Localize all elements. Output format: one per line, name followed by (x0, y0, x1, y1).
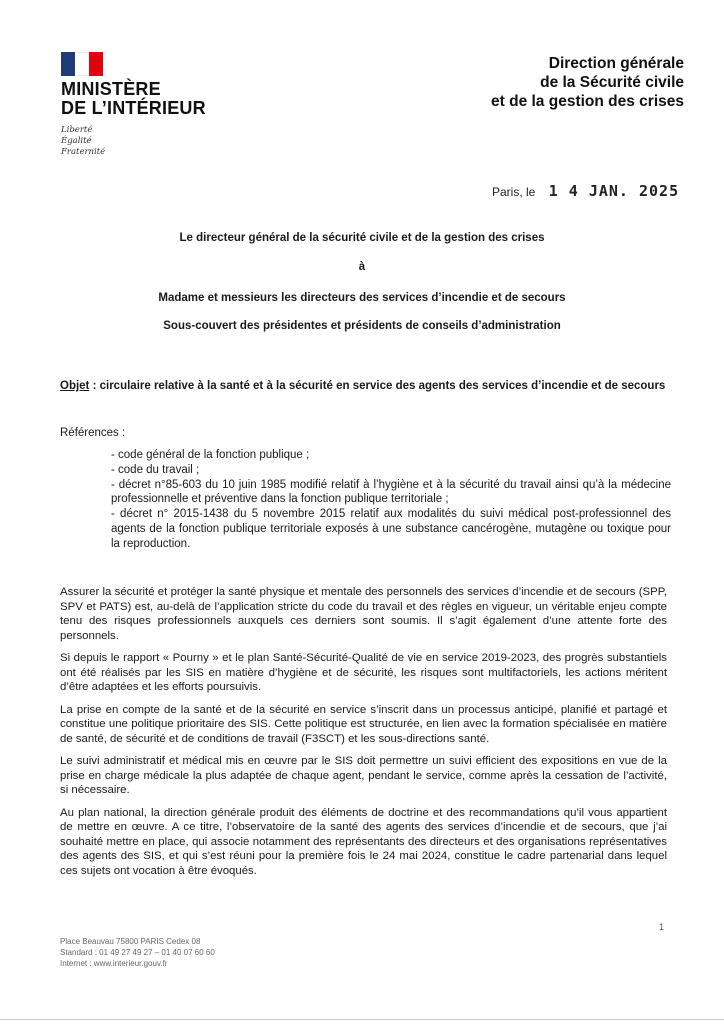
body-paragraph: Le suivi administratif et médical mis en œuvre par le SIS doit permettre un suivi efficient des expositions en vue de la prise en charge médicale la plus adaptée de chaque agent, pendant le service, comme après la cessation de l’activité, si nécessaire. (60, 755, 667, 796)
reference-item: - décret n°85-603 du 10 juin 1985 modifié relatif à l’hygiène et à la sécurité du travail ainsi qu’à la médecine professionnelle et préventive dans la fonction publique territoriale ; (111, 478, 671, 506)
direction-line-3: et de la gestion des crises (491, 93, 684, 110)
republic-motto (61, 125, 206, 158)
to-line: à (358, 261, 366, 273)
references-list (111, 448, 671, 552)
motto-fraternite: Fraternité (61, 147, 106, 157)
date-line (492, 182, 679, 200)
date-stamp: 1 4 JAN. 2025 (548, 182, 680, 200)
body-paragraph: Au plan national, la direction générale produit des éléments de doctrine et des recommandations qu’il vous appartient de mettre en œuvre. A ce titre, l’observatoire de la santé des agents des services d’incendie et de secours, que j’ai souhaité mettre en place, qui associe notamment des représentants des directeurs et des organisations représentatives des agents des SIS, et qui s’est réuni pour la première fois le 24 mai 2024, constitue le cadre partenarial dans lequel ces sujets ont vocation à être évoqués. (60, 806, 667, 877)
reference-item: - code du travail ; (111, 463, 200, 476)
reference-item: - décret n° 2015-1438 du 5 novembre 2015 relatif aux modalités du suivi médical post-professionnel des agents de la fonction publique territoriale exposés à une substance cancérogène, mutagène ou toxique pour la reproduction. (111, 508, 671, 550)
ministry-logo (61, 52, 206, 158)
objet-label: Objet (60, 380, 90, 392)
under-cover-line: Sous-couvert des présidentes et présidents de conseils d’administration (163, 320, 561, 332)
body-paragraph: Si depuis le rapport « Pourny » et le plan Santé-Sécurité-Qualité de vie en service 2019-2023, des progrès substantiels ont été réalisés par les SIS en matière d’hygiène et de sécurité, les risques sont multifactoriels, les actions méritent d’être adaptées et les efforts poursuivis. (60, 652, 667, 693)
scan-edge-divider (0, 1019, 724, 1020)
reference-item: - code général de la fonction publique ; (111, 449, 310, 461)
ministry-line-1: MINISTÈRE (61, 79, 161, 99)
motto-egalite: Égalité (61, 136, 92, 146)
motto-liberte: Liberté (61, 125, 93, 135)
footer-address-line: Place Beauvau 75800 PARIS Cedex 08 (60, 937, 201, 946)
recipient-line: Madame et messieurs les directeurs des services d’incendie et de secours (158, 292, 566, 304)
objet-text: : circulaire relative à la santé et à la sécurité en service des agents des services d’incendie et de secours (89, 380, 666, 392)
page-number: 1 (658, 922, 664, 932)
objet (60, 379, 690, 393)
letter-body (60, 585, 667, 886)
footer-website-line: Internet : www.interieur.gouv.fr (60, 959, 168, 968)
ministry-line-2: DE L’INTÉRIEUR (61, 98, 206, 118)
ministry-name (61, 80, 206, 118)
footer-phone-line: Standard : 01 49 27 49 27 – 01 40 07 60 60 (60, 948, 215, 957)
body-paragraph: La prise en compte de la santé et de la sécurité en service s’inscrit dans un processus anticipé, planifié et partagé et constitue une politique prioritaire des SIS. Cette politique est structurée, en lien avec la formation spécialisée en matière de santé, de sécurité et de conditions de travail (F3SCT) et les sous-directions santé. (60, 703, 667, 745)
marianne-flag-icon (61, 52, 103, 76)
direction-line-1: Direction générale (548, 55, 684, 72)
references-title: Références : (60, 427, 126, 439)
body-paragraph: Assurer la sécurité et protéger la santé physique et mentale des personnels des services d’incendie et de secours (SPP, SPV et PATS) est, au-delà de l’application stricte du code du travail et des règles en vigueur, un véritable enjeu compte tenu des risques professionnels auxquels ces derniers sont soumis. Il s’agit également d’une attente forte des personnels. (60, 586, 667, 642)
footer-address (60, 936, 215, 969)
sender-line: Le directeur général de la sécurité civile et de la gestion des crises (179, 232, 545, 244)
date-place: Paris, le (492, 185, 536, 199)
direction-line-2: de la Sécurité civile (540, 74, 684, 91)
direction-title (491, 54, 684, 111)
